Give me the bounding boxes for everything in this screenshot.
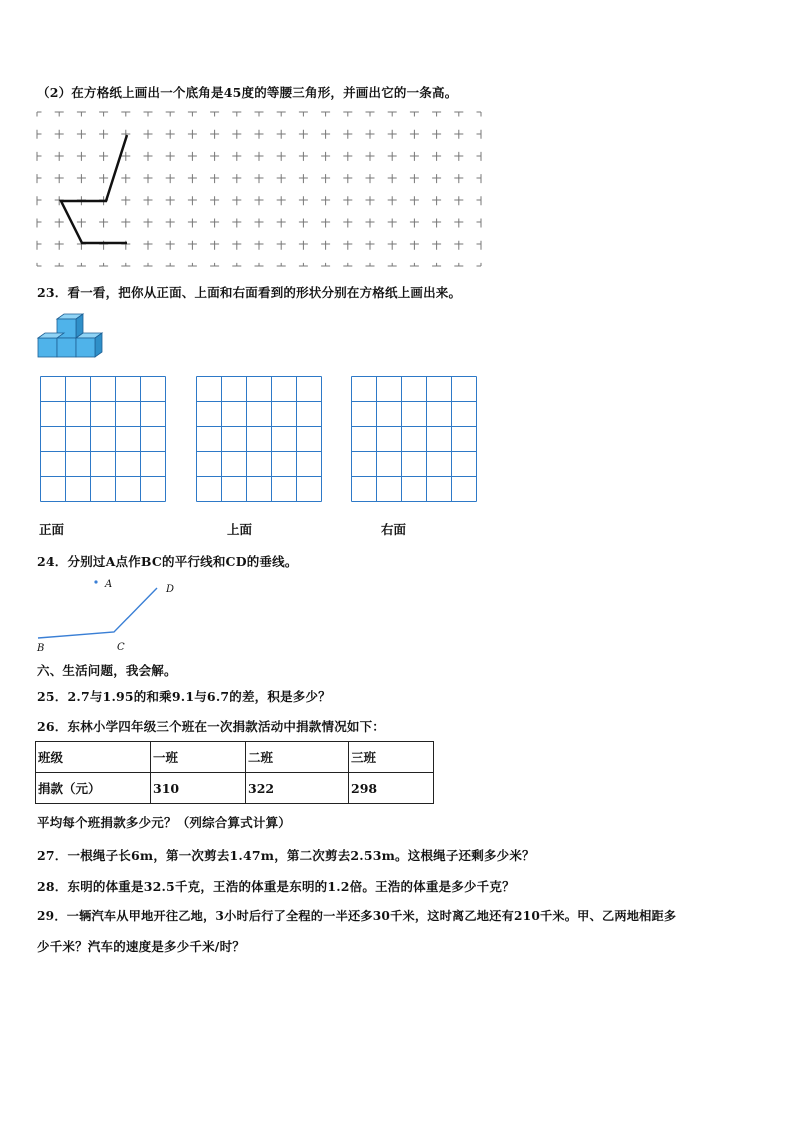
table-row (36, 773, 434, 804)
label-a: A (105, 579, 113, 590)
geometry-figure-abcd (36, 576, 206, 656)
question-25: 25．2.7与1.95的和乘9.1与6.7的差，积是多少？ (37, 689, 331, 704)
question-27: 27．一根绳子长6m，第一次剪去1.47m，第二次剪去2.53m。这根绳子还剩多少米？ (37, 848, 535, 863)
point-a (94, 580, 97, 583)
grid-top-view (196, 376, 324, 504)
grid-front-view (40, 376, 168, 504)
table-cell: 捐款（元） (36, 773, 151, 804)
table-row (36, 742, 434, 773)
table-cell: 一班 (151, 742, 246, 773)
question-28: 28．东明的体重是32.5千克，王浩的体重是东明的1.2倍。王浩的体重是多少千克？ (37, 879, 515, 894)
table-cell: 三班 (349, 742, 434, 773)
cube-stack-icon (37, 312, 107, 360)
label-right-view: 右面 (381, 522, 407, 537)
question-26: 26．东林小学四年级三个班在一次捐款活动中捐款情况如下： (37, 719, 385, 734)
table-cell: 322 (246, 773, 349, 804)
donation-table (35, 741, 434, 804)
grid-right-view (351, 376, 479, 504)
question-23: 23．看一看，把你从正面、上面和右面看到的形状分别在方格纸上画出来。 (37, 285, 462, 300)
question-29-line-2: 少千米？汽车的速度是多少千米/时？ (37, 939, 245, 954)
drawn-partial-figure (61, 135, 127, 243)
table-cell: 二班 (246, 742, 349, 773)
question-29-line-1: 29．一辆汽车从甲地开往乙地，3小时后行了全程的一半还多30千米，这时离乙地还有210千米。甲、乙两地相距多 (37, 909, 677, 923)
table-cell: 班级 (36, 742, 151, 773)
question-26-ask: 平均每个班捐款多少元？（列综合算式计算） (37, 815, 292, 830)
label-b: B (37, 643, 45, 654)
table-cell: 298 (349, 773, 434, 804)
label-d: D (166, 584, 175, 595)
label-top-view: 上面 (227, 522, 253, 537)
dotted-grid-figure (37, 112, 482, 272)
label-front-view: 正面 (39, 522, 65, 537)
label-c: C (117, 642, 125, 653)
question-24: 24．分别过A点作BC的平行线和CD的垂线。 (37, 554, 298, 569)
table-cell: 310 (151, 773, 246, 804)
segments-bc-cd (38, 588, 157, 638)
question-22-2: （2）在方格纸上画出一个底角是45度的等腰三角形，并画出它的一条高。 (37, 85, 458, 100)
section-6-title: 六、生活问题，我会解。 (37, 663, 177, 678)
